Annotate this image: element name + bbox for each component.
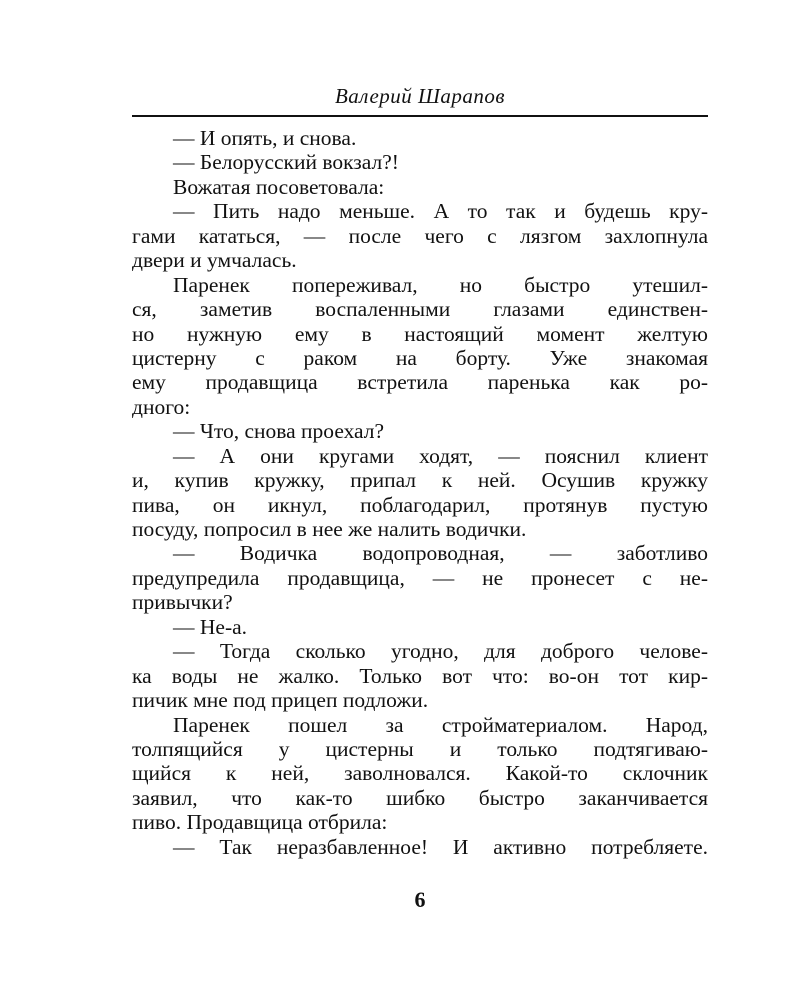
text-line: двери и умчалась. (132, 248, 297, 273)
running-head: Валерий Шарапов (334, 84, 506, 108)
text-line: — Так неразбавленное! И активно потребляете. (173, 834, 708, 859)
body-text (132, 126, 708, 859)
text-line: заявил, что как-то шибко быстро заканчивается (132, 785, 708, 810)
text-line: — Тогда сколько угодно, для доброго челове- (173, 639, 708, 664)
header-rule (132, 115, 708, 117)
text-line: ся, заметив воспаленными глазами единствен- (132, 297, 708, 322)
text-line: пичик мне под прицеп подложи. (132, 688, 429, 713)
text-line: — Не-а. (173, 614, 248, 639)
text-line: — Водичка водопроводная, — заботливо (173, 541, 708, 566)
text-line: предупредила продавщица, — не пронесет с не- (132, 565, 708, 590)
text-line: ему продавщица встретила паренька как ро- (132, 370, 708, 395)
text-line: и, купив кружку, припал к ней. Осушив кружку (132, 468, 708, 493)
text-line: толпящийся у цистерны и только подтягиваю- (132, 736, 708, 761)
text-line: пиво. Продавщица отбрила: (132, 810, 388, 835)
text-line: пива, он икнул, поблагодарил, протянув пустую (132, 492, 708, 517)
text-line: Вожатая посоветовала: (173, 174, 385, 199)
text-line: привычки? (132, 590, 233, 615)
text-line: цистерну с раком на борту. Уже знакомая (132, 345, 708, 370)
page-number: 6 (414, 887, 426, 912)
text-line: — Пить надо меньше. А то так и будешь кру- (173, 199, 708, 224)
text-line: но нужную ему в настоящий момент желтую (132, 321, 708, 346)
text-line: Паренек попереживал, но быстро утешил- (173, 272, 708, 297)
text-line: Паренек пошел за стройматериалом. Народ, (173, 712, 708, 737)
text-line: дного: (132, 394, 191, 419)
text-line: — Что, снова проехал? (173, 419, 385, 444)
text-line: щийся к ней, заволновался. Какой-то склочник (132, 761, 708, 786)
text-line: — И опять, и снова. (173, 126, 357, 150)
text-line: — А они кругами ходят, — пояснил клиент (173, 443, 708, 468)
text-line: посуду, попросил в нее же налить водички. (132, 517, 527, 541)
text-line: — Белорусский вокзал?! (173, 150, 399, 175)
text-line: ка воды не жалко. Только вот что: во-он тот кир- (132, 663, 708, 688)
text-line: гами кататься, — после чего с лязгом захлопнула (132, 223, 708, 248)
